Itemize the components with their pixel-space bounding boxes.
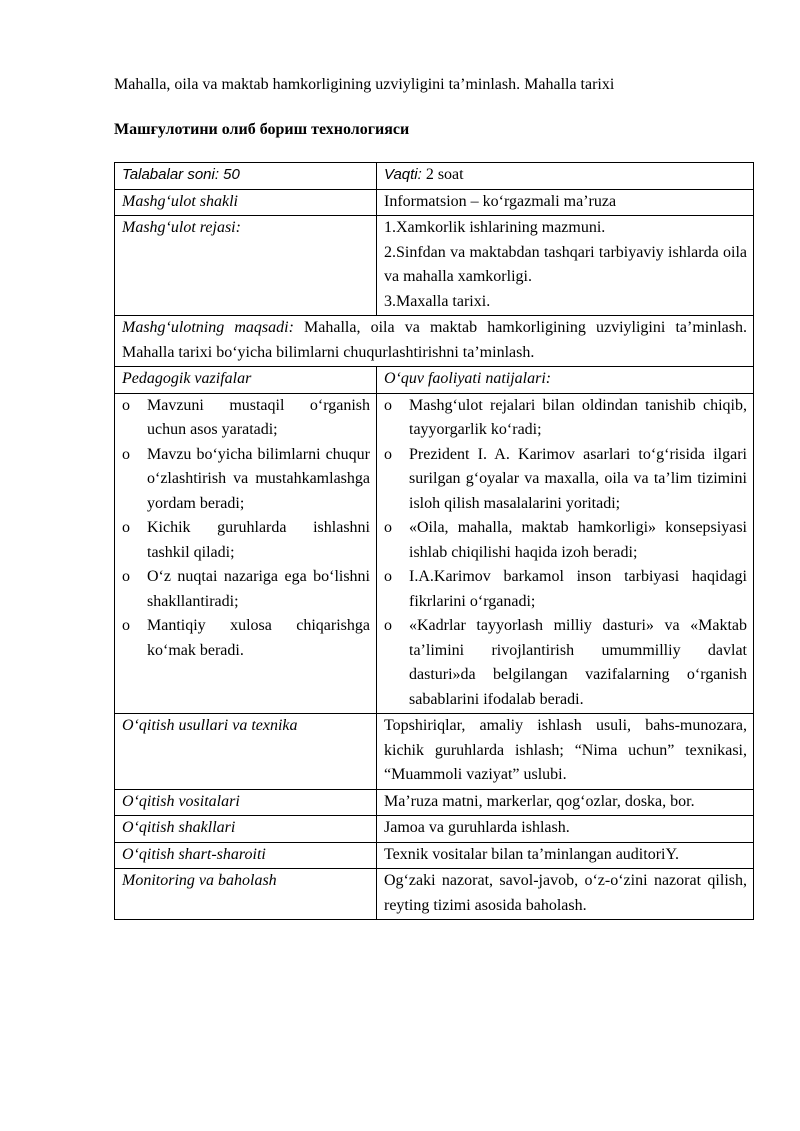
forms-label: O‘qitish shakllari (115, 816, 377, 843)
list-item-text: O‘z nuqtai nazariga ega bo‘lishni shakllantiradi; (147, 568, 370, 610)
list-item-text: «Kadrlar tayyorlash milliy dasturi» va «Maktab ta’limini rivojlantirish umummilliy davlat dasturi»da belgilangan vazifalarning o‘rganish sabablarini ifodalab beradi. (409, 617, 747, 708)
students-cell: Talabalar soni: 50 (115, 163, 377, 190)
list-item-text: «Oila, mahalla, maktab hamkorligi» konsepsiyasi ishlab chiqilishi haqida izoh beradi; (409, 519, 747, 561)
list-item (384, 394, 747, 443)
bullet-mark: o (122, 519, 130, 536)
monitoring-label: Monitoring va baholash (115, 869, 377, 920)
list-item-text: I.A.Karimov barkamol inson tarbiyasi haqidagi fikrlarini o‘rganadi; (409, 568, 747, 610)
table-row (115, 789, 754, 816)
list-item-text: Mavzuni mustaqil o‘rganish uchun asos yaratadi; (147, 396, 370, 438)
table-row (115, 869, 754, 920)
list-item (122, 565, 370, 614)
plan-list (377, 216, 754, 316)
bullet-mark: o (384, 519, 392, 536)
goal-cell (115, 316, 754, 367)
plan-label: Mashg‘ulot rejasi: (115, 216, 377, 316)
tools-value: Ma’ruza matni, markerlar, qog‘ozlar, doska, bor. (377, 789, 754, 816)
time-cell (377, 163, 754, 190)
list-item-text: Mantiqiy xulosa chiqarishga ko‘mak beradi. (147, 617, 370, 659)
tools-label: O‘qitish vositalari (115, 789, 377, 816)
table-row (115, 367, 754, 394)
ped-header: Pedagogik vazifalar (115, 367, 377, 394)
table-row (115, 816, 754, 843)
conditions-label: O‘qitish shart-sharoiti (115, 842, 377, 869)
methods-label: O‘qitish usullari va texnika (115, 714, 377, 790)
list-item (122, 516, 370, 565)
goal-text: Mahalla, oila va maktab hamkorligining uzviyligini ta’minlash. Mahalla tarixi bo‘yicha bilimlarni chuqurlashtirishni ta’minlash. (122, 319, 747, 361)
form-value: Informatsion – ko‘rgazmali ma’ruza (377, 189, 754, 216)
time-label: Vaqti: (384, 166, 422, 183)
bullet-mark: o (122, 568, 130, 585)
document-title: Mahalla, oila va maktab hamkorligining uzviyligini ta’minlash. Mahalla tarixi (114, 76, 615, 93)
bullet-mark: o (122, 396, 130, 414)
time-value: 2 soat (421, 166, 464, 183)
list-item-text: Prezident I. A. Karimov asarlari to‘g‘risida ilgari surilgan g‘oyalar va maxalla, oila va ta’lim tizimini isloh qilish masalalarini yoritadi; (409, 445, 747, 512)
list-item (122, 614, 370, 663)
bullet-mark: o (122, 617, 130, 634)
forms-value: Jamoa va guruhlarda ishlash. (377, 816, 754, 843)
table-row (115, 842, 754, 869)
monitoring-value: Og‘zaki nazorat, savol-javob, o‘z-o‘zini nazorat qilish, reyting tizimi asosida baholash. (377, 869, 754, 920)
plan-item: 3.Maxalla tarixi. (384, 292, 491, 310)
table-row (115, 189, 754, 216)
form-label: Mashg‘ulot shakli (115, 189, 377, 216)
lesson-plan-table (114, 162, 754, 920)
bullet-mark: o (384, 617, 392, 634)
bullet-mark: o (384, 445, 392, 463)
list-item (384, 443, 747, 517)
conditions-value: Texnik vositalar bilan ta’minlangan auditoriY. (377, 842, 754, 869)
bullet-mark: o (384, 568, 392, 585)
list-item (384, 565, 747, 614)
plan-item: 1.Xamkorlik ishlarining mazmuni. (384, 219, 606, 236)
list-item (384, 614, 747, 712)
list-item-text: Mavzu bo‘yicha bilimlarni chuqur o‘zlashtirish va mustahkamlashga yordam beradi; (147, 445, 370, 512)
bullet-mark: o (384, 396, 392, 414)
table-row (115, 393, 754, 714)
results-cell (377, 393, 754, 714)
methods-value: Topshiriqlar, amaliy ishlash usuli, bahs-munozara, kichik guruhlarda ishlash; “Nima uchun” texnikasi, “Muammoli vaziyat” uslubi. (377, 714, 754, 790)
list-item-text: Kichik guruhlarda ishlashni tashkil qiladi; (147, 519, 370, 561)
list-item (122, 394, 370, 443)
table-row (115, 163, 754, 190)
bullet-mark: o (122, 445, 130, 463)
table-row (115, 216, 754, 316)
results-header: O‘quv faoliyati natijalari: (377, 367, 754, 394)
table-row (115, 714, 754, 790)
list-item (384, 516, 747, 565)
list-item (122, 443, 370, 517)
plan-item: 2.Sinfdan va maktabdan tashqari tarbiyaviy ishlarda oila va mahalla xamkorligi. (384, 243, 747, 285)
ped-tasks-list (122, 394, 370, 664)
table-row (115, 316, 754, 367)
results-list (384, 394, 747, 713)
document-subtitle: Машғулотини олиб бориш технологияси (114, 121, 410, 138)
ped-tasks-cell (115, 393, 377, 714)
list-item-text: Mashg‘ulot rejalari bilan oldindan tanishib chiqib, tayyorgarlik ko‘radi; (409, 396, 747, 438)
goal-label: Mashg‘ulotning maqsadi: (122, 319, 294, 336)
